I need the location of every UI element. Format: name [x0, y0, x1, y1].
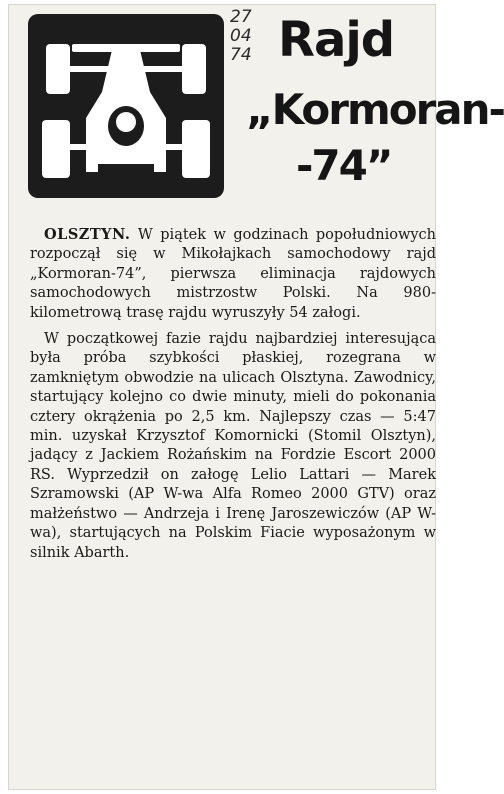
article-body: [30, 225, 436, 570]
race-car-icon: [28, 14, 224, 198]
headline-title: Rajd: [278, 12, 395, 68]
article-dateline: OLSZTYN.: [44, 226, 131, 243]
handwritten-date: [230, 8, 278, 65]
headline-subtitle-line2: -74”: [296, 141, 392, 190]
headline-subtitle: [246, 82, 504, 194]
article-lead-text: W piątek w godzinach popołudniowych rozpoczął się w Mikołajkach samochodowy rajd „Kormoran-74”, pierwsza eliminacja rajdowych samochodowych mistrzostw Polski. Na 980-kilometrową trasę rajdu wyruszyły 54 załogi.: [30, 227, 437, 321]
headline-subtitle-line1: „Kormoran-: [246, 85, 504, 134]
article-paragraph: W początkowej fazie rajdu najbardziej interesująca była próba szybkości płaskiej, rozegrana w zamkniętym obwodzie na ulicach Olsztyna. Zawodnicy, startujący kolejno co dwie minuty, mieli do pokonania cztery okrążenia po 2,5 km. Najlepszy czas — 5:47 min. uzyskał Krzysztof Komornicki (Stomil Olsztyn), jadący z Jackiem Rożańskim na Fordzie Escort 2000 RS. Wyprzedził on załogę Lelio Lattari — Marek Szramowski (AP W-wa Alfa Romeo 2000 GTV) oraz małżeństwo — Andrzeja i Irenę Jaroszewiczów (AP W-wa), startujących na Polskim Fiacie wyposażonym w silnik Abarth.: [30, 331, 436, 561]
newspaper-clipping: [8, 4, 504, 790]
handwritten-day: 27: [230, 7, 252, 27]
handwritten-month: 04: [230, 26, 252, 46]
article-lead-paragraph: [30, 225, 436, 323]
handwritten-year: 74: [230, 45, 252, 65]
